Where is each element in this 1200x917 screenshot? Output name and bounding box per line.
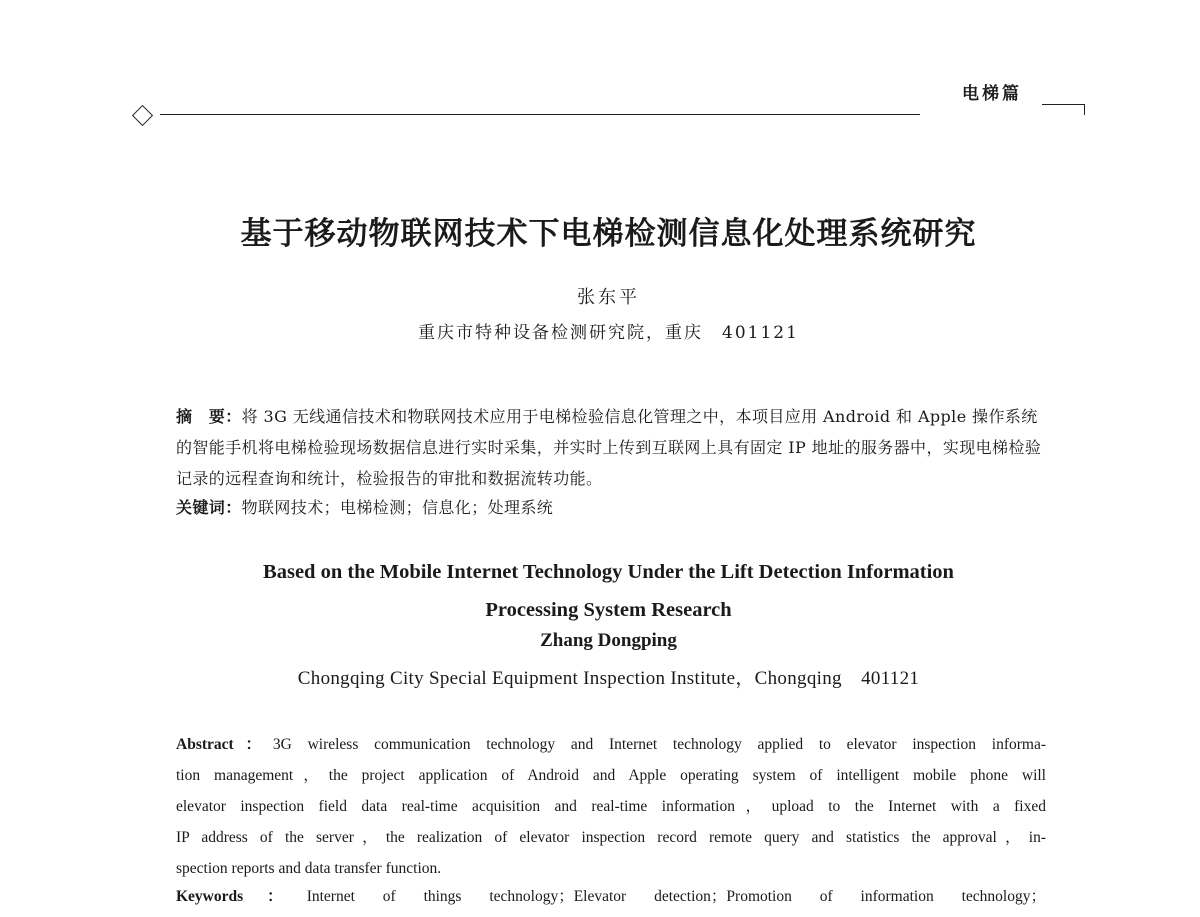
author-cn: 张东平 [577,287,640,308]
paper-title-en-line2: Processing System Research [485,599,732,621]
affiliation-en: Chongqing City Special Equipment Inspection Institute，Chongqing 401121 [297,668,920,689]
abstract-cn [176,401,1046,494]
abstract-en-line: IP address of the server，the realization of elevator inspection record remote query and statistics the approval，in- [176,829,1046,846]
diamond-icon [132,105,153,126]
abstract-cn-text: 将 3G 无线通信技术和物联网技术应用于电梯检验信息化管理之中，本项目应用 Android 和 Apple 操作系统的智能手机将电梯检验现场数据信息进行实时采集，并实时上传到互联网上具有固定 IP 地址的服务器中，实现电梯检验记录的远程查询和统计，检验报告的审批和数据流转功能。 [176,407,1042,488]
abstract-en-line-text: 3G wireless communication technology and Internet technology applied to elevator inspection informa- [272,736,1046,753]
abstract-en-label: Abstract： [176,736,273,753]
paper-title-en-line1: Based on the Mobile Internet Technology Under the Lift Detection Information [263,561,954,583]
section-tag: 电梯篇 [962,84,1022,104]
abstract-en [176,729,1046,884]
keywords-cn-text: 物联网技术；电梯检测；信息化；处理系统 [241,498,554,517]
keywords-cn [176,495,1046,518]
keywords-cn-label: 关键词： [176,498,242,517]
author-en: Zhang Dongping [540,630,677,651]
abstract-en-line [176,729,1046,760]
abstract-en-line: tion management，the project application of Android and Apple operating system of intelligent mobile phone will [176,767,1046,784]
abstract-en-line: spection reports and data transfer function. [176,860,442,877]
keywords-en-text: Internet of things technology；Elevator detection；Promotion of information technology； [306,888,1046,905]
abstract-en-line: elevator inspection field data real-time acquisition and real-time information，upload to the Internet with a fixed [176,798,1046,815]
affiliation-cn: 重庆市特种设备检测研究院，重庆 401121 [418,323,799,343]
keywords-en-label: Keywords： [176,888,307,905]
abstract-cn-label: 摘 要： [176,407,242,426]
header-rule-right [1042,104,1085,115]
paper-title-cn: 基于移动物联网技术下电梯检测信息化处理系统研究 [240,216,977,252]
keywords-en [176,884,1046,906]
header-rule [160,114,920,115]
paper-title-en [0,553,1200,629]
